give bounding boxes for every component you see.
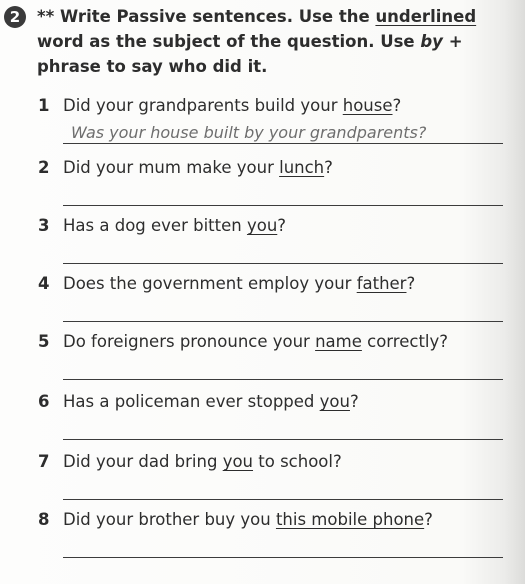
question-text-end: to school?	[253, 452, 342, 471]
question-text	[63, 392, 359, 411]
question-text-end: ?	[406, 274, 416, 293]
question-text-start: Did your brother buy you	[63, 510, 276, 529]
question-underlined-word: father	[356, 274, 407, 293]
question-underlined-word: name	[315, 332, 362, 351]
question-text	[63, 158, 333, 177]
question-text-end: correctly?	[361, 332, 449, 351]
question-text	[63, 96, 401, 115]
answer-line[interactable]	[63, 263, 503, 264]
answer-line[interactable]	[63, 557, 503, 558]
question-underlined-word: lunch	[279, 158, 325, 177]
question-underlined-word: you	[222, 452, 254, 471]
instruction-text-2: word as the subject of the question. Use	[37, 32, 421, 51]
question-text-end: ?	[349, 392, 359, 411]
answer-line[interactable]	[63, 205, 503, 206]
question-number: 1	[38, 96, 50, 115]
question-text	[63, 510, 433, 529]
instruction-underlined-word: underlined	[375, 7, 477, 26]
question-text-start: Does the government employ your	[63, 274, 357, 293]
question-underlined-word: you	[319, 392, 350, 411]
instruction-text-3: + phrase to say who did it.	[37, 32, 463, 76]
question-text-start: Did your grandparents build your	[63, 96, 343, 115]
question-number: 6	[38, 392, 50, 411]
answer-line[interactable]	[63, 143, 503, 144]
difficulty-stars: **	[37, 7, 55, 26]
question-number: 2	[38, 158, 50, 177]
question-text	[63, 216, 286, 235]
question-number: 3	[38, 216, 50, 235]
answer-line[interactable]	[63, 379, 503, 380]
question-item	[38, 452, 508, 510]
question-text-start: Did your mum make your	[63, 158, 280, 177]
question-text	[63, 332, 448, 351]
question-underlined-word: this mobile phone	[275, 510, 425, 529]
answer-line[interactable]	[63, 321, 503, 322]
question-underlined-word: house	[342, 96, 393, 115]
question-number: 4	[38, 274, 50, 293]
question-text-end: ?	[424, 510, 433, 529]
question-item	[38, 274, 508, 332]
question-text-end: ?	[392, 96, 402, 115]
question-text	[63, 452, 342, 471]
question-number: 5	[38, 332, 50, 351]
question-text-end: ?	[324, 158, 333, 177]
question-item	[38, 96, 508, 154]
instruction-text-1: Write Passive sentences. Use the	[60, 7, 376, 26]
answer-text: Was your house built by your grandparents?	[71, 123, 427, 142]
question-underlined-word: you	[246, 216, 278, 235]
answer-line[interactable]	[63, 439, 503, 440]
question-number: 8	[38, 510, 50, 529]
exercise-instruction	[37, 4, 487, 79]
question-text-end: ?	[277, 216, 287, 235]
answer-line[interactable]	[63, 499, 503, 500]
question-item	[38, 216, 508, 274]
instruction-by-word: by	[420, 32, 443, 51]
exercise-number-badge: 2	[4, 6, 26, 28]
question-item	[38, 392, 508, 450]
question-item	[38, 510, 508, 568]
question-text-start: Did your dad bring	[63, 452, 223, 471]
question-text-start: Has a dog ever bitten	[63, 216, 247, 235]
question-number: 7	[38, 452, 50, 471]
question-item	[38, 158, 508, 216]
question-text-start: Do foreigners pronounce your	[63, 332, 316, 351]
question-item	[38, 332, 508, 390]
question-text	[63, 274, 415, 293]
question-text-start: Has a policeman ever stopped	[63, 392, 320, 411]
